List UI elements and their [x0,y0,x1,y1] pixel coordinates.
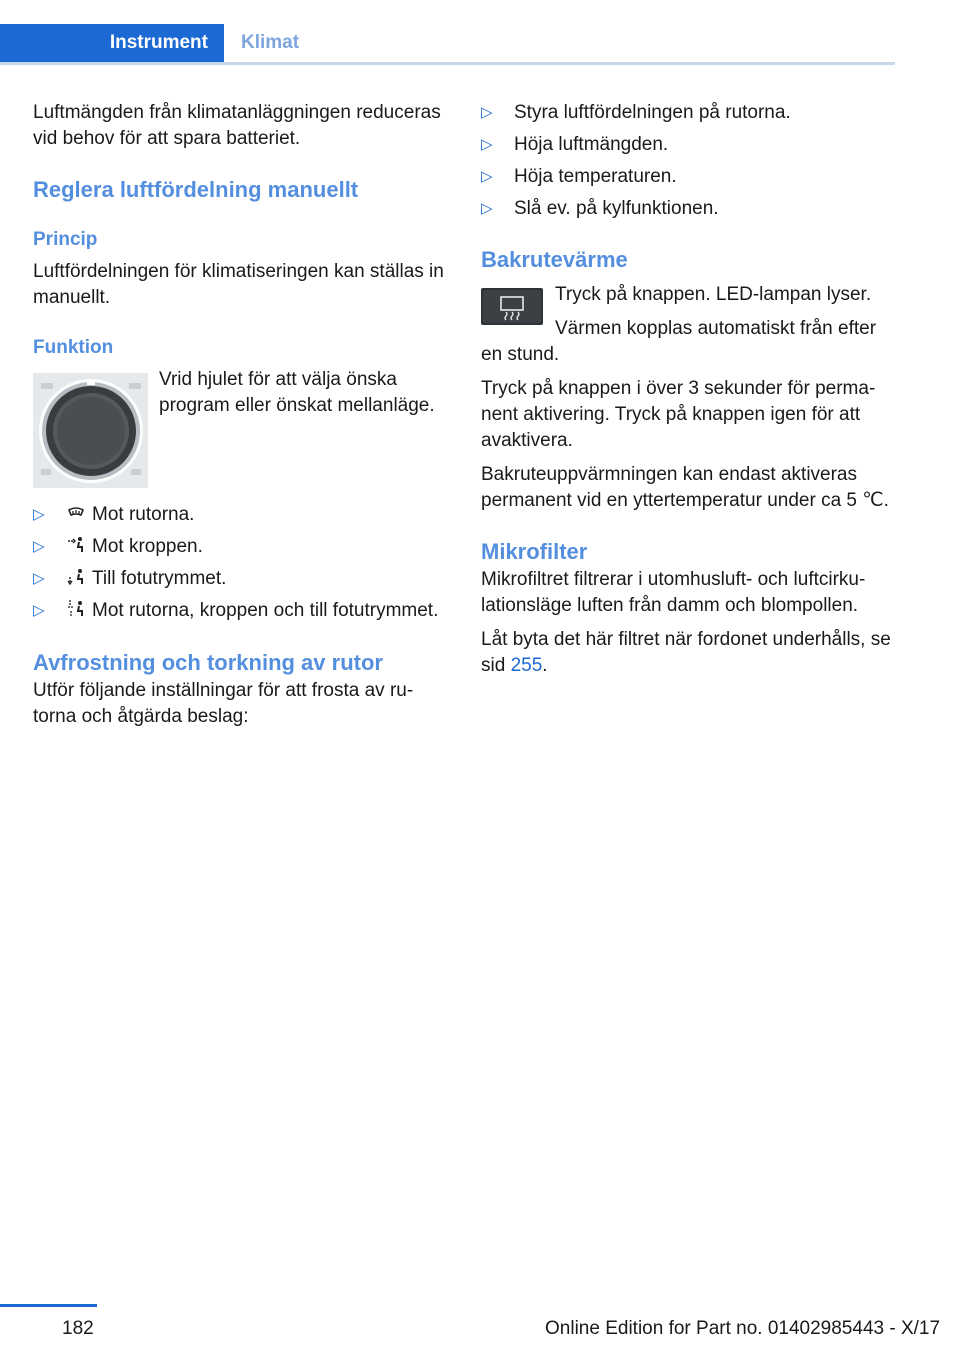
funktion-block [33,367,448,491]
triangle-bullet-icon: ▷ [481,168,493,185]
defrost-steps-list [481,100,896,222]
list-item [33,534,448,560]
heading-funktion: Funktion [33,337,114,358]
footwell-icon [66,567,86,587]
heading-defrost: Avfrostning och torkning av rutor [33,650,383,675]
mode-label: Till fotutrymmet. [92,568,227,589]
funktion-text: Vrid hjulet för att välja önska program eller önskat mellanläge. [159,369,435,416]
step-label: Styra luftfördelningen på rutorna. [514,102,791,123]
rear-heating-block [481,282,896,368]
heading-rear-window-heating: Bakrutevärme [481,247,628,272]
tab-klimat[interactable] [224,24,334,62]
mode-label: Mot rutorna. [92,504,195,525]
triangle-bullet-icon: ▷ [481,136,493,153]
page-number: 182 [62,1318,94,1339]
page-link-255[interactable]: 255 [510,655,543,676]
triangle-bullet-icon: ▷ [33,602,45,619]
list-item [481,132,896,158]
triangle-bullet-icon: ▷ [481,104,493,121]
list-item [33,502,448,528]
step-label: Höja temperaturen. [514,166,677,187]
tab-instrument-label: Instrument [109,32,208,53]
body-vent-icon [66,535,86,555]
rear-defrost-button-image [481,288,543,325]
intro-text: Luftmängden från klimatanläggningen reduceras vid behov för att spara batteriet. [33,102,441,149]
right-column [481,100,896,679]
micro-p1: Mikrofiltret filtrerar i utomhusluft- och luftcirkulationsläge luften från damm och blompollen. [481,569,866,616]
mode-list [33,502,448,624]
micro-p2 [481,627,896,679]
footer-rule [0,1304,97,1307]
tab-klimat-label: Klimat [241,32,300,53]
rear-p4: Bakruteuppvärmningen kan endast aktiveras permanent vid en yttertemperatur under ca 5 ℃. [481,464,889,511]
heading-princip: Princip [33,229,98,250]
step-label: Höja luftmängden. [514,134,669,155]
rotary-dial-image [33,373,148,488]
heading-manual-distribution: Reglera luftfördelning manuellt [33,177,359,202]
rear-p1: Tryck på knappen. LED-lampan lyser. [555,284,872,305]
list-item [33,566,448,592]
list-item [481,196,896,222]
list-item [33,598,448,624]
mode-label: Mot rutorna, kroppen och till fotutrymmet. [92,600,439,621]
rear-p3: Tryck på knappen i över 3 sekunder för permanent aktivering. Tryck på knappen igen för att avaktivera. [481,378,876,451]
triangle-bullet-icon: ▷ [481,200,493,217]
header-tabs [0,24,895,65]
list-item [481,164,896,190]
step-label: Slå ev. på kylfunktionen. [514,198,719,219]
triangle-bullet-icon: ▷ [33,506,45,523]
princip-text: Luftfördelningen för klimatiseringen kan ställas in manuellt. [33,261,444,308]
micro-p2-end: . [542,655,548,676]
edition-text: Online Edition for Part no. 01402985443 - X/17 [545,1318,941,1339]
defrost-text: Utför följande inställningar för att frosta av rutorna och åtgärda beslag: [33,680,414,727]
left-column [33,100,448,730]
triangle-bullet-icon: ▷ [33,538,45,555]
windshield-icon [66,503,86,523]
tab-instrument[interactable] [0,24,224,62]
rear-p2: Värmen kopplas automatiskt från efter en stund. [481,318,877,365]
micro-p2-text: Låt byta det här filtret när fordonet underhålls, se sid [481,629,891,676]
triangle-bullet-icon: ▷ [33,570,45,587]
list-item [481,100,896,126]
all-vents-icon [66,599,86,619]
mode-label: Mot kroppen. [92,536,203,557]
heading-microfilter: Mikrofilter [481,539,588,564]
